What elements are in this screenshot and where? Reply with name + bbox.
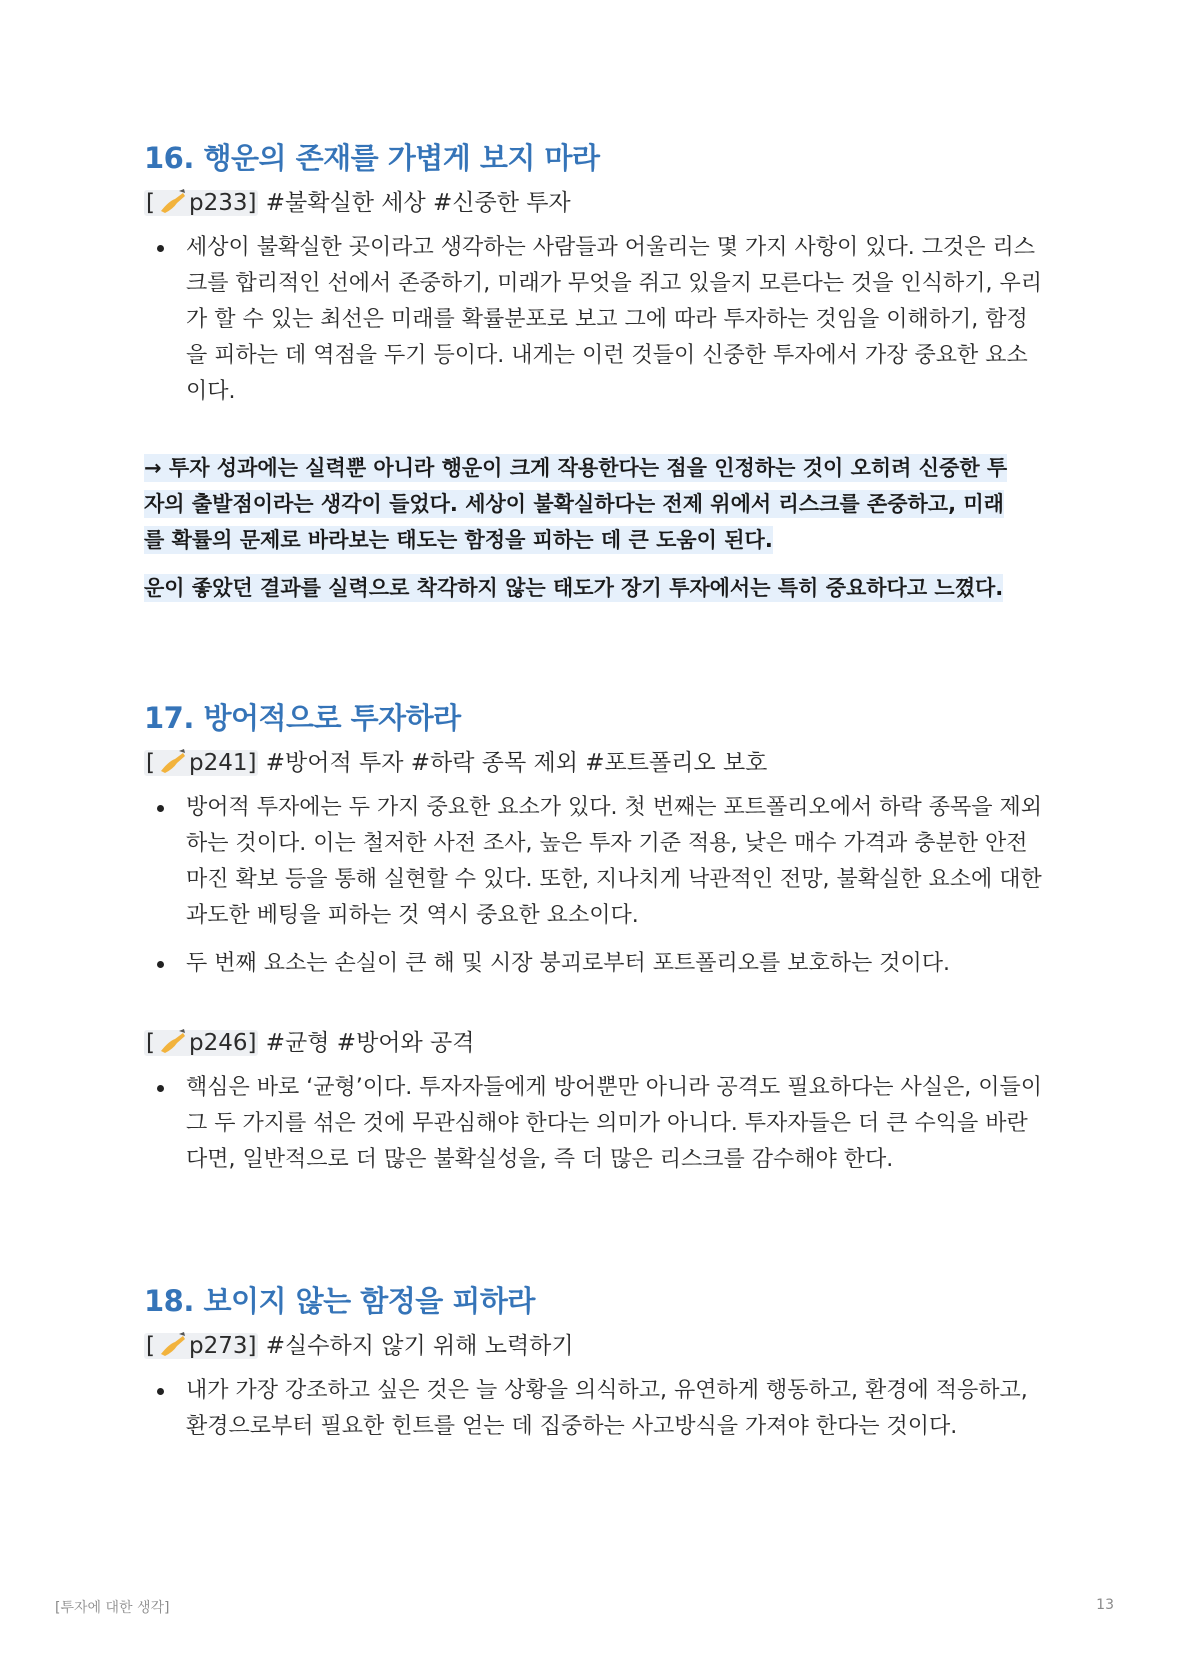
tags: #불확실한 세상 #신중한 투자 xyxy=(265,190,571,216)
list-item: 세상이 불확실한 곳이라고 생각하는 사람들과 어울리는 몇 가지 사항이 있다. 그것은 리스크를 합리적인 선에서 존중하기, 미래가 무엇을 쥐고 있을지 모른다는 것을 인식하기, 우리가 할 수 있는 최선은 미래를 확률분포로 보고 그에 따라 투자하는 것임을 이해하기, 함정을 피하는 데 역점을 두기 등이다. 내게는 이런 것들이 신중한 투자에서 가장 중요한 요소이다. xyxy=(144,230,1044,410)
page-reference-box: [ p273] xyxy=(144,1333,258,1359)
page-reference-box: [ p233] xyxy=(144,190,258,216)
section-title: 16. 행운의 존재를 가볍게 보지 마라 xyxy=(144,141,600,175)
bullet-list xyxy=(144,1070,1044,1178)
tags: #방어적 투자 #하락 종목 제외 #포트폴리오 보호 xyxy=(265,750,768,776)
footer-document-title: [투자에 대한 생각] xyxy=(55,1600,170,1616)
section-16 xyxy=(144,138,1044,422)
tags: #균형 #방어와 공격 xyxy=(265,1030,475,1056)
page-reference-box: [ p241] xyxy=(144,750,258,776)
section-title: 17. 방어적으로 투자하라 xyxy=(144,701,461,735)
writing-hand-icon xyxy=(157,1027,187,1055)
page-reference xyxy=(144,746,1044,780)
writing-hand-icon xyxy=(157,747,187,775)
bullet-list xyxy=(144,1373,1044,1445)
list-item: 내가 가장 강조하고 싶은 것은 늘 상황을 의식하고, 유연하게 행동하고, 환경에 적응하고, 환경으로부터 필요한 힌트를 얻는 데 집중하는 사고방식을 가져야 한다는 것이다. xyxy=(144,1373,1044,1445)
page-reference xyxy=(144,1026,1044,1060)
writing-hand-icon xyxy=(157,187,187,215)
section-17 xyxy=(144,698,1044,1190)
tags: #실수하지 않기 위해 노력하기 xyxy=(265,1333,574,1359)
bullet-list xyxy=(144,790,1044,982)
note-paragraph: 운이 좋았던 결과를 실력으로 착각하지 않는 태도가 장기 투자에서는 특히 중요하다고 느꼈다. xyxy=(144,576,1004,600)
list-item: 두 번째 요소는 손실이 큰 해 및 시장 붕괴로부터 포트폴리오를 보호하는 것이다. xyxy=(144,946,1044,982)
page-reference xyxy=(144,1329,1044,1363)
reflection-notes xyxy=(144,450,1014,618)
section-title: 18. 보이지 않는 함정을 피하라 xyxy=(144,1284,535,1318)
note-paragraph: → 투자 성과에는 실력뿐 아니라 행운이 크게 작용한다는 점을 인정하는 것이 오히려 신중한 투자의 출발점이라는 생각이 들었다. 세상이 불확실하다는 전제 위에서 리스크를 존중하고, 미래를 확률의 문제로 바라보는 태도는 함정을 피하는 데 큰 도움이 된다. xyxy=(144,456,1008,552)
writing-hand-icon xyxy=(157,1330,187,1358)
page-reference-box: [ p246] xyxy=(144,1030,258,1056)
list-item: 방어적 투자에는 두 가지 중요한 요소가 있다. 첫 번째는 포트폴리오에서 하락 종목을 제외하는 것이다. 이는 철저한 사전 조사, 높은 투자 기준 적용, 낮은 매수 가격과 충분한 안전마진 확보 등을 통해 실현할 수 있다. 또한, 지나치게 낙관적인 전망, 불확실한 요소에 대한 과도한 베팅을 피하는 것 역시 중요한 요소이다. xyxy=(144,790,1044,934)
page-reference xyxy=(144,186,1044,220)
list-item: 핵심은 바로 ‘균형’이다. 투자자들에게 방어뿐만 아니라 공격도 필요하다는 사실은, 이들이 그 두 가지를 섞은 것에 무관심해야 한다는 의미가 아니다. 투자자들은 더 큰 수익을 바란다면, 일반적으로 더 많은 불확실성을, 즉 더 많은 리스크를 감수해야 한다. xyxy=(144,1070,1044,1178)
bullet-list xyxy=(144,230,1044,410)
footer-page-number: 13 xyxy=(1096,1597,1114,1613)
section-18 xyxy=(144,1281,1044,1457)
